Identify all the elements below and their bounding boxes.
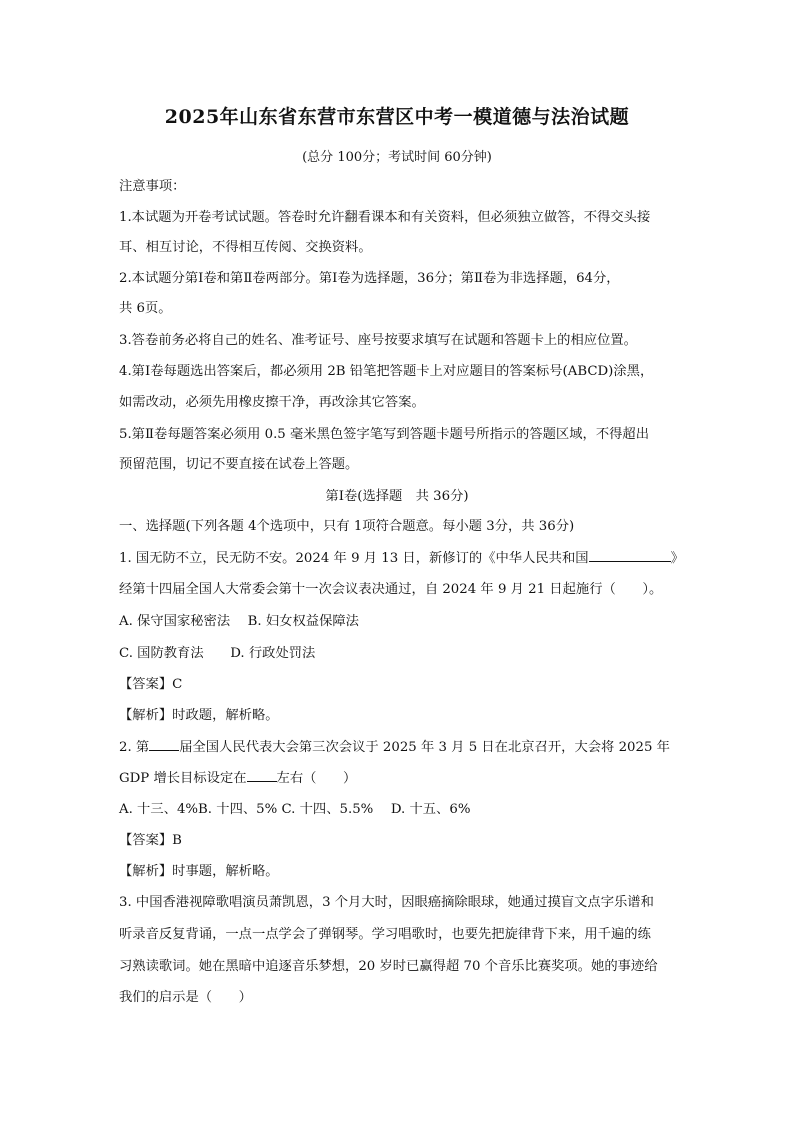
- question-1-line-1: [119, 549, 689, 568]
- question-1-text-end: 》: [670, 551, 684, 566]
- question-2-text-2-end: 左右（ ）: [276, 771, 357, 786]
- notice-line: 5.第Ⅱ卷每题答案必须用 0.5 毫米黑色签字笔写到答题卡题号所指示的答题区域，不得超出: [119, 427, 650, 442]
- question-3-line: 听录音反复背诵，一点一点学会了弹钢琴。学习唱歌时，也要先把旋律背下来，用千遍的练: [119, 927, 651, 942]
- notice-line: 3.答卷前务必将自己的姓名、准考证号、座号按要求填写在试题和答题卡上的相应位置。: [119, 333, 637, 348]
- question-1-options-1: A. 保守国家秘密法 B. 妇女权益保障法: [119, 614, 359, 629]
- answer-blank: [149, 738, 179, 751]
- notice-line: 4.第Ⅰ卷每题选出答案后，都必须用 2B 铅笔把答题卡上对应题目的答案标号(ABCD)涂黑，: [119, 364, 654, 379]
- question-2-text-cont: 届全国人民代表大会第三次会议于 2025 年 3 月 5 日在北京召开，大会将 2025 年: [179, 740, 670, 755]
- question-2-answer: 【答案】B: [119, 833, 182, 848]
- notice-heading: 注意事项：: [119, 179, 186, 194]
- exam-subtitle: (总分 100分；考试时间 60分钟): [302, 150, 492, 165]
- notice-line: 2.本试题分第Ⅰ卷和第Ⅱ卷两部分。第Ⅰ卷为选择题，36分；第Ⅱ卷为非选择题，64分，: [119, 271, 620, 286]
- question-2-line-1: [119, 738, 689, 757]
- question-1-options-2: C. 国防教育法 D. 行政处罚法: [119, 646, 316, 661]
- notice-line: 共 6页。: [119, 301, 172, 316]
- question-3-line: 我们的启示是（ ）: [119, 990, 252, 1005]
- question-2-options: A. 十三、4%B. 十四、5% C. 十四、5.5% D. 十五、6%: [119, 802, 471, 817]
- question-2-text: 2. 第: [119, 740, 150, 755]
- answer-blank: [589, 549, 671, 562]
- notice-line: 耳、相互讨论，不得相互传阅、交换资料。: [119, 240, 372, 255]
- part1-title: 第Ⅰ卷(选择题 共 36分): [325, 489, 469, 504]
- question-2-analysis: 【解析】时事题，解析略。: [119, 864, 279, 879]
- question-1-answer: 【答案】C: [119, 677, 183, 692]
- question-1-text: 1. 国无防不立，民无防不安。2024 年 9 月 13 日，新修订的《中华人民共和国: [119, 551, 589, 566]
- notice-line: 1.本试题为开卷考试试题。答卷时允许翻看课本和有关资料，但必须独立做答，不得交头接: [119, 210, 651, 225]
- question-2-text-2: GDP 增长目标设定在: [119, 771, 247, 786]
- question-3-line: 习熟读歌词。她在黑暗中追逐音乐梦想，20 岁时已赢得超 70 个音乐比赛奖项。她的事迹给: [119, 959, 658, 974]
- exam-title: 2025年山东省东营市东营区中考一模道德与法治试题: [164, 106, 630, 128]
- question-1-analysis: 【解析】时政题，解析略。: [119, 708, 279, 723]
- section-heading: 一、选择题(下列各题 4个选项中，只有 1项符合题意。每小题 3分，共 36分): [119, 519, 575, 534]
- question-1-line-2: 经第十四届全国人大常委会第十一次会议表决通过，自 2024 年 9 月 21 日起施行（ ）。: [119, 582, 663, 597]
- notice-line: 如需改动，必须先用橡皮擦干净，再改涂其它答案。: [119, 395, 425, 410]
- question-2-line-2: [119, 769, 689, 788]
- answer-blank: [247, 769, 277, 782]
- notice-line: 预留范围，切记不要直接在试卷上答题。: [119, 457, 359, 472]
- question-3-line: 3. 中国香港视障歌唱演员萧凯恩，3 个月大时，因眼癌摘除眼球，她通过摸盲文点字乐谱和: [119, 895, 654, 910]
